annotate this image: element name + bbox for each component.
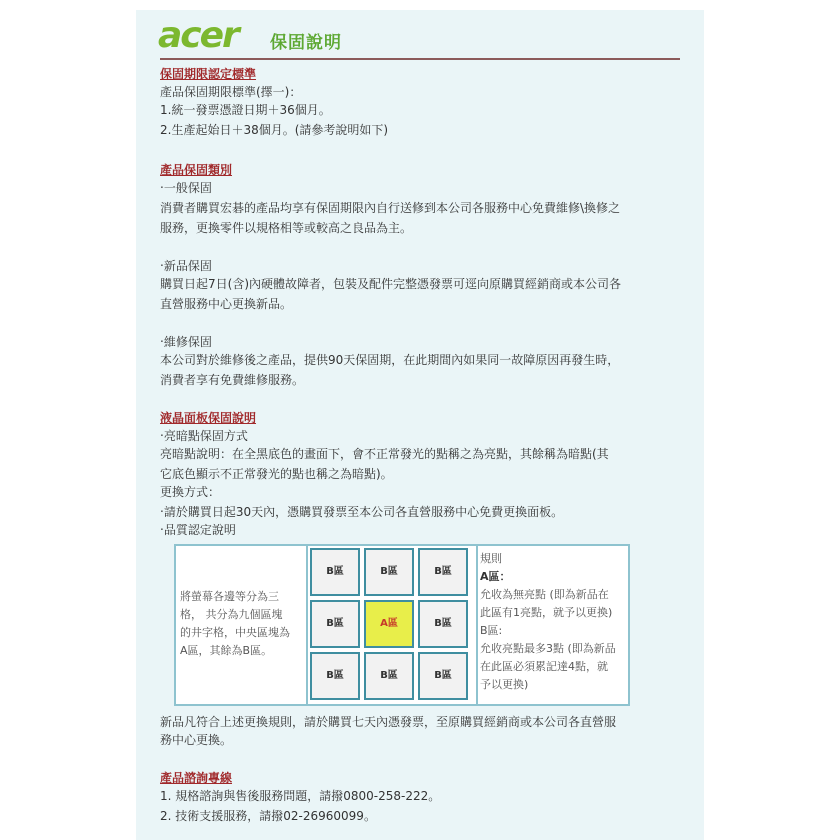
new-warranty-text: 購買日起7日(含)內硬體故障者，包裝及配件完整憑發票可逕向原購買經銷商或本公司各 [160,277,622,291]
section-heading-category: 產品保固類別 [160,163,233,177]
acer-logo: acer [158,15,238,56]
header [136,10,704,62]
replacement-label: 更換方式： [160,485,221,499]
rule-line: 允收為無亮點 (即為新品在 [480,588,609,601]
zone-cell-b: B區 [418,548,468,596]
zone-cell-b: B區 [310,548,360,596]
warranty-panel [136,10,704,840]
replacement-text: ‧請於購買日起30天內，憑購買發票至本公司各直營服務中心免費更換面板。 [160,505,564,519]
rule-line: 予以更換) [480,678,529,691]
period-line: 產品保固期限標準(擇一)： [160,85,302,99]
hotline-sales-service: 1. 規格諮詢與售後服務問題，請撥0800-258-222。 [160,789,441,803]
hotline-tech-support: 2. 技術支援服務，請撥02-26960099。 [160,809,376,823]
section-heading-lcd: 液晶面板保固說明 [160,411,257,425]
pixel-grid-table [174,544,630,706]
grid-rules-text [480,550,616,694]
grid-description-line: 將螢幕各邊等分為三 [180,590,279,603]
replacement-rule-text: 新品凡符合上述更換規則，請於購買七天內憑發票，至原購買經銷商或本公司各直營服 [160,715,617,729]
zone-cell-b: B區 [364,548,414,596]
rule-line: 此區有1亮點，就予以更換) [480,606,613,619]
zone-cell-b: B區 [310,600,360,648]
section-heading-hotline: 產品諮詢專線 [160,771,233,785]
general-warranty-text: 消費者購買宏碁的產品均享有保固期限內自行送修到本公司各服務中心免費維修\換修之 [160,201,621,215]
rule-line: A區： [480,570,511,583]
zone-grid [310,548,472,702]
rule-line: 在此區必須累記達4點，就 [480,660,608,673]
grid-description [176,546,308,704]
quality-criteria-title: ‧品質認定說明 [160,523,236,537]
repair-warranty-text: 本公司對於維修後之產品，提供90天保固期，在此期間內如果同一故障原因再發生時， [160,353,620,367]
grid-rules [476,546,630,704]
grid-description-line: 的井字格，中央區塊為 [180,626,290,639]
pixel-warranty-text: 亮暗點說明：在全黑底色的畫面下，會不正常發光的點稱之為亮點，其餘稱為暗點(其 [160,447,609,461]
repair-warranty-title: ‧維修保固 [160,335,212,349]
general-warranty-text: 服務，更換零件以規格相等或較高之良品為主。 [160,221,413,235]
repair-warranty-text: 消費者享有免費維修服務。 [160,373,305,387]
replacement-rule-text: 務中心更換。 [160,733,233,747]
zone-cell-b: B區 [310,652,360,700]
general-warranty-title: ‧一般保固 [160,181,212,195]
rule-line: 規則 [480,552,502,565]
zone-cell-a: A區 [364,600,414,648]
grid-description-text [180,588,290,660]
period-line: 1.統一發票憑證日期＋36個月。 [160,103,331,117]
rule-line: B區: [480,624,503,637]
period-line: 2.生產起始日＋38個月。(請參考說明如下) [160,123,389,137]
new-warranty-title: ‧新品保固 [160,259,212,273]
zone-cell-b: B區 [418,652,468,700]
new-warranty-text: 直營服務中心更換新品。 [160,297,293,311]
section-heading-period: 保固期限認定標準 [160,67,257,81]
page-title: 保固說明 [270,33,342,53]
zone-cell-b: B區 [418,600,468,648]
rule-line: 允收亮點最多3點 (即為新品 [480,642,616,655]
pixel-warranty-text: 它底色顯示不正常發光的點也稱之為暗點)。 [160,467,393,481]
header-divider [160,58,680,60]
pixel-warranty-title: ‧亮暗點保固方式 [160,429,248,443]
grid-description-line: 格， 共分為九個區塊 [180,608,283,621]
zone-cell-b: B區 [364,652,414,700]
grid-description-line: A區，其餘為B區。 [180,644,273,657]
